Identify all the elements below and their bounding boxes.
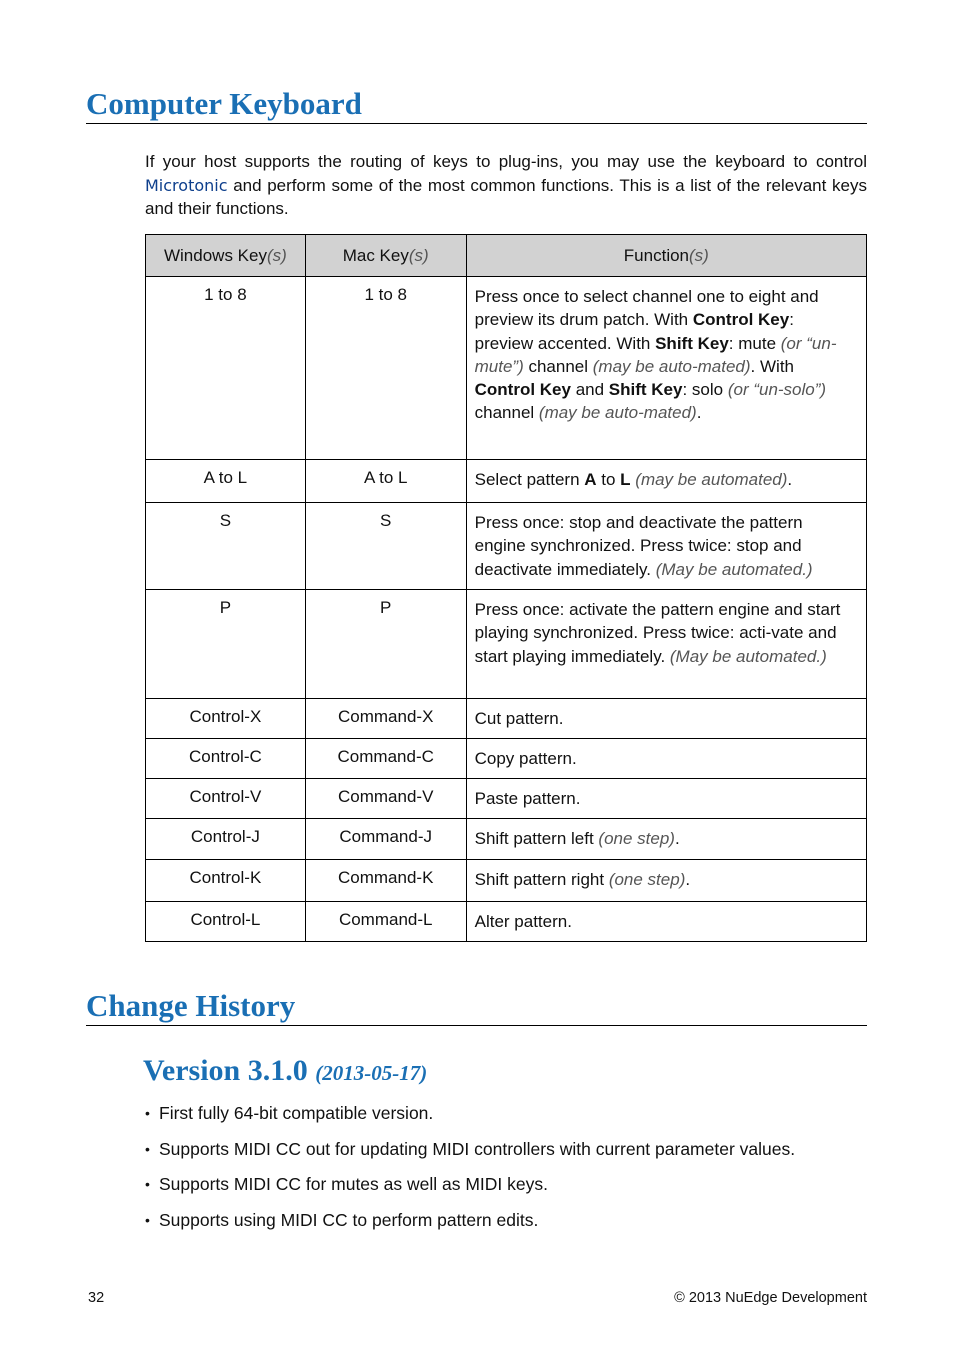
- table-row: [146, 819, 867, 860]
- windows-key-cell: P: [146, 590, 306, 699]
- table-row: [146, 277, 867, 460]
- windows-key-cell: Control-C: [146, 739, 306, 779]
- table-row: [146, 860, 867, 902]
- table-header-row: [146, 235, 867, 277]
- table-row: [146, 739, 867, 779]
- version-title: Version 3.1.0: [143, 1054, 308, 1087]
- version-date: (2013-05-17): [315, 1061, 428, 1085]
- mac-key-cell: S: [305, 503, 466, 590]
- mac-key-cell: Command-V: [305, 779, 466, 819]
- mac-key-cell: Command-K: [305, 860, 466, 902]
- table-row: [146, 590, 867, 699]
- bullet-icon: •: [145, 1105, 150, 1121]
- intro-paragraph: [145, 150, 867, 221]
- table-row: [146, 902, 867, 942]
- function-cell: Copy pattern.: [466, 739, 866, 779]
- intro-text-before: If your host supports the routing of keys to plug-ins, you may use the keyboard to control: [145, 152, 867, 171]
- function-cell: Cut pattern.: [466, 699, 866, 739]
- mac-key-cell: Command-J: [305, 819, 466, 860]
- bullet-icon: •: [145, 1140, 150, 1157]
- keyboard-shortcuts-table: [145, 234, 867, 942]
- intro-text-after: and perform some of the most common functions. This is a list of the relevant keys and their functions.: [145, 175, 867, 218]
- mac-key-cell: A to L: [305, 460, 466, 503]
- header-windows-key: Windows Key(s): [146, 235, 306, 277]
- windows-key-cell: Control-L: [146, 902, 306, 942]
- header-mac-key: Mac Key(s): [305, 235, 466, 277]
- function-cell: Press once to select channel one to eight and preview its drum patch. With Control Key: preview accented. With Shift Key: mute (or “un-mute”) channel (may be auto-mated). With Control Key and Shift Key: solo (or “un-solo”) channel (may be auto-mated).: [466, 277, 866, 460]
- mac-key-cell: Command-X: [305, 699, 466, 739]
- function-cell: Select pattern A to L (may be automated).: [466, 460, 866, 503]
- function-cell: Press once: activate the pattern engine and start playing synchronized. Press twice: acti-vate and start playing immediately. (May be automated.): [466, 590, 866, 699]
- windows-key-cell: Control-K: [146, 860, 306, 902]
- section-title-change-history: Change History: [86, 988, 867, 1026]
- list-item: • Supports using MIDI CC to perform pattern edits.: [145, 1208, 867, 1244]
- windows-key-cell: 1 to 8: [146, 277, 306, 460]
- function-cell: Paste pattern.: [466, 779, 866, 819]
- copyright-notice: © 2013 NuEdge Development: [674, 1290, 867, 1306]
- list-item: • First fully 64-bit compatible version.: [145, 1101, 867, 1137]
- table-row: [146, 503, 867, 590]
- version-heading: [143, 1053, 427, 1091]
- list-item: • Supports MIDI CC for mutes as well as MIDI keys.: [145, 1172, 867, 1208]
- brand-name: Microtonic: [145, 175, 228, 195]
- windows-key-cell: Control-V: [146, 779, 306, 819]
- windows-key-cell: S: [146, 503, 306, 590]
- page-number: 32: [88, 1290, 105, 1306]
- mac-key-cell: Command-L: [305, 902, 466, 942]
- table-row: [146, 699, 867, 739]
- table-row: [146, 460, 867, 503]
- function-cell: Shift pattern left (one step).: [466, 819, 866, 860]
- table-row: [146, 779, 867, 819]
- mac-key-cell: Command-C: [305, 739, 466, 779]
- windows-key-cell: A to L: [146, 460, 306, 503]
- function-cell: Press once: stop and deactivate the pattern engine synchronized. Press twice: stop and deactivate immediately. (May be automated.): [466, 503, 866, 590]
- windows-key-cell: Control-X: [146, 699, 306, 739]
- function-cell: Alter pattern.: [466, 902, 866, 942]
- bullet-icon: •: [145, 1211, 150, 1228]
- header-function: Function(s): [466, 235, 866, 277]
- function-cell: Shift pattern right (one step).: [466, 860, 866, 902]
- change-list: [145, 1101, 867, 1243]
- mac-key-cell: P: [305, 590, 466, 699]
- list-item: • Supports MIDI CC out for updating MIDI controllers with current parameter values.: [145, 1137, 867, 1173]
- section-title-computer-keyboard: Computer Keyboard: [86, 86, 867, 124]
- windows-key-cell: Control-J: [146, 819, 306, 860]
- mac-key-cell: 1 to 8: [305, 277, 466, 460]
- bullet-icon: •: [145, 1176, 150, 1192]
